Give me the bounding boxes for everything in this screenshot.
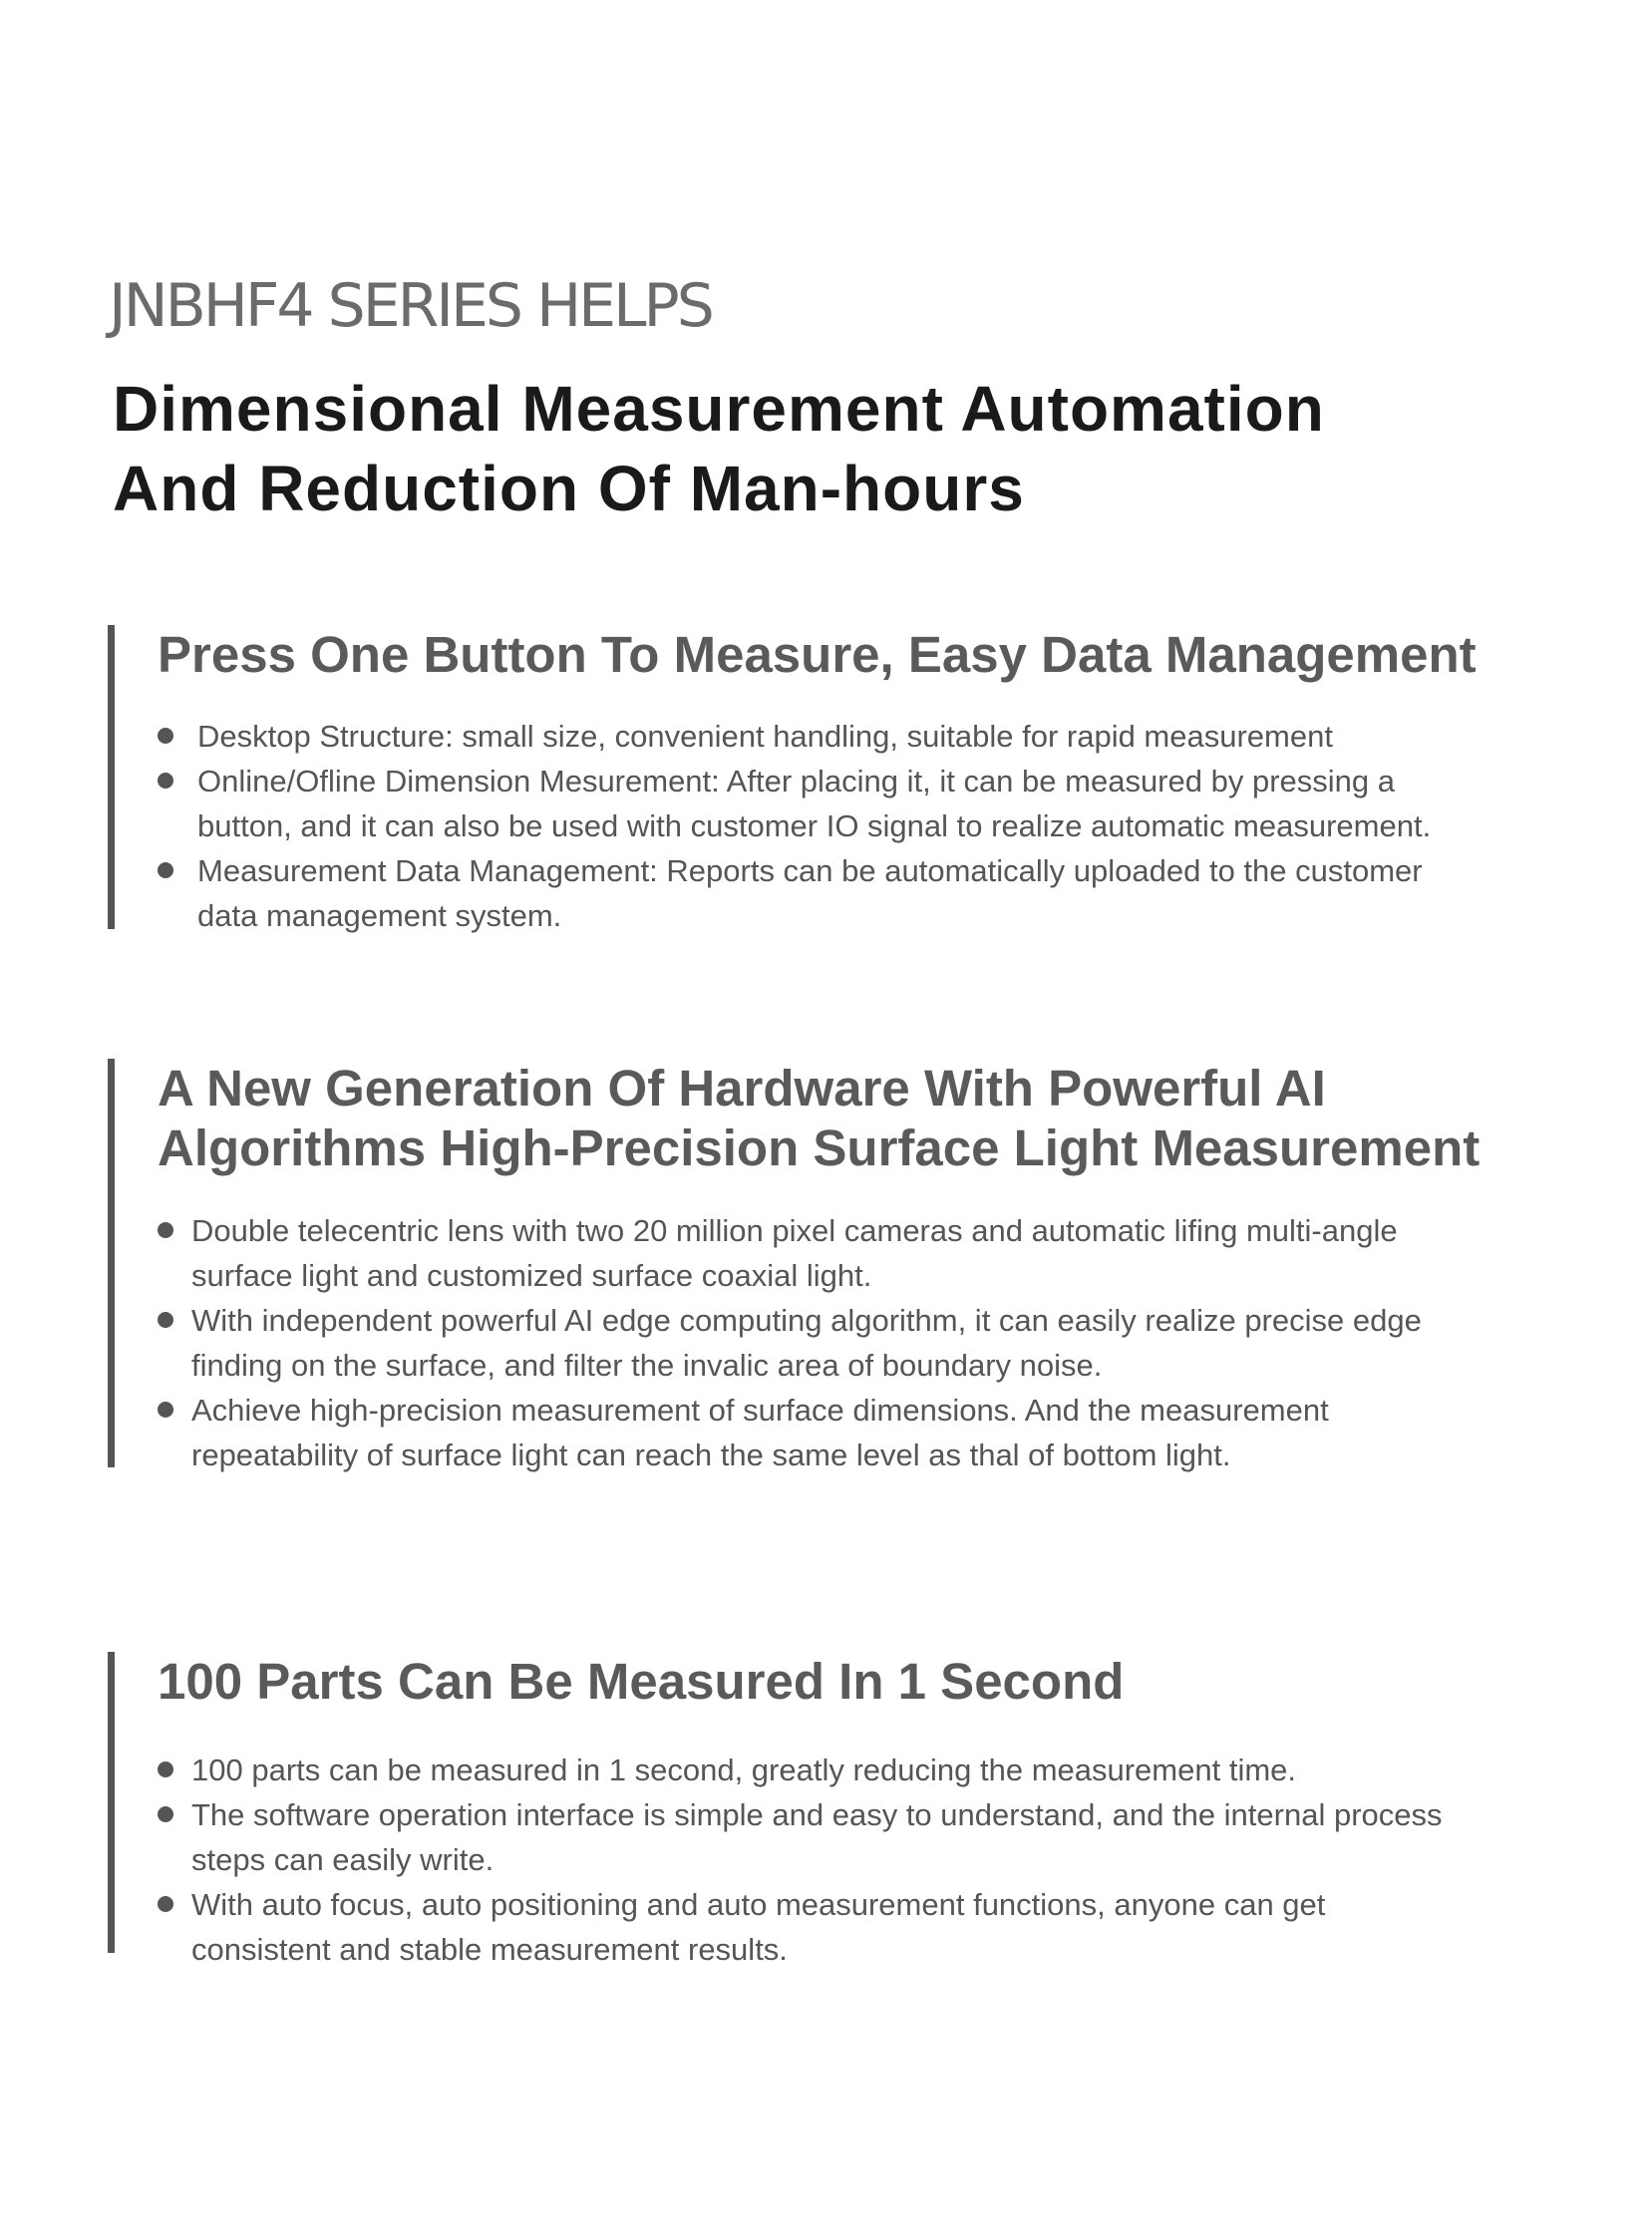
list-item	[158, 1792, 1553, 1882]
list-item-text: surface light and customized surface coaxial light.	[191, 1258, 872, 1293]
bullet-icon	[158, 773, 173, 789]
list-item-text: data management system.	[197, 898, 562, 933]
list-item-text: Double telecentric lens with two 20 million pixel cameras and automatic lifing multi-angle	[191, 1213, 1398, 1248]
feature-section-hardware-ai	[108, 1059, 1553, 1472]
bullet-icon	[158, 1222, 173, 1238]
list-item-text: With independent powerful AI edge computing algorithm, it can easily realize precise edge	[191, 1303, 1422, 1338]
list-item-text: With auto focus, auto positioning and auto measurement functions, anyone can get	[191, 1887, 1326, 1922]
list-item-text: consistent and stable measurement results.	[191, 1932, 788, 1967]
list-item	[158, 1388, 1553, 1477]
list-item-text: Measurement Data Management: Reports can be automatically uploaded to the customer	[197, 853, 1423, 888]
section-heading-line: A New Generation Of Hardware With Powerful AI	[158, 1060, 1326, 1117]
series-label: JNBHF4 SERIES HELPS	[109, 271, 712, 341]
list-item-text: Desktop Structure: small size, convenient handling, suitable for rapid measurement	[197, 719, 1333, 754]
feature-list	[158, 1748, 1553, 1972]
section-heading-line: Algorithms High-Precision Surface Light Measurement	[158, 1119, 1481, 1176]
feature-section-speed	[108, 1652, 1553, 1967]
feature-list	[158, 1208, 1553, 1477]
list-item	[158, 1748, 1553, 1792]
bullet-icon	[158, 1312, 173, 1328]
list-item-text: steps can easily write.	[191, 1842, 495, 1877]
bullet-icon	[158, 728, 173, 744]
page-title-line: Dimensional Measurement Automation	[113, 373, 1325, 445]
list-item-text: Online/Ofline Dimension Mesurement: After placing it, it can be measured by pressing a	[197, 764, 1395, 799]
section-heading-line: Press One Button To Measure, Easy Data Management	[158, 626, 1477, 683]
bullet-icon	[158, 1896, 173, 1912]
bullet-icon	[158, 862, 173, 878]
list-item-text: button, and it can also be used with customer IO signal to realize automatic measurement.	[197, 808, 1432, 843]
page-title-line: And Reduction Of Man-hours	[113, 453, 1025, 524]
bullet-icon	[158, 1402, 173, 1418]
list-item	[158, 759, 1553, 848]
list-item-text: 100 parts can be measured in 1 second, greatly reducing the measurement time.	[191, 1753, 1297, 1787]
list-item	[158, 1208, 1553, 1298]
list-item	[158, 1882, 1553, 1972]
list-item	[158, 848, 1553, 938]
section-heading	[158, 1652, 1553, 1712]
list-item-text: The software operation interface is simple and easy to understand, and the internal process	[191, 1797, 1443, 1832]
list-item	[158, 1298, 1553, 1388]
page-title	[113, 369, 1325, 528]
bullet-icon	[158, 1806, 173, 1822]
section-heading	[158, 1059, 1553, 1178]
list-item-text: finding on the surface, and filter the invalic area of boundary noise.	[191, 1348, 1103, 1383]
list-item	[158, 714, 1553, 759]
section-heading-line: 100 Parts Can Be Measured In 1 Second	[158, 1653, 1125, 1710]
list-item-text: repeatability of surface light can reach the same level as thal of bottom light.	[191, 1437, 1231, 1472]
bullet-icon	[158, 1761, 173, 1777]
feature-section-one-button	[108, 625, 1553, 933]
list-item-text: Achieve high-precision measurement of surface dimensions. And the measurement	[191, 1393, 1329, 1428]
feature-list	[158, 714, 1553, 938]
section-heading	[158, 625, 1553, 685]
